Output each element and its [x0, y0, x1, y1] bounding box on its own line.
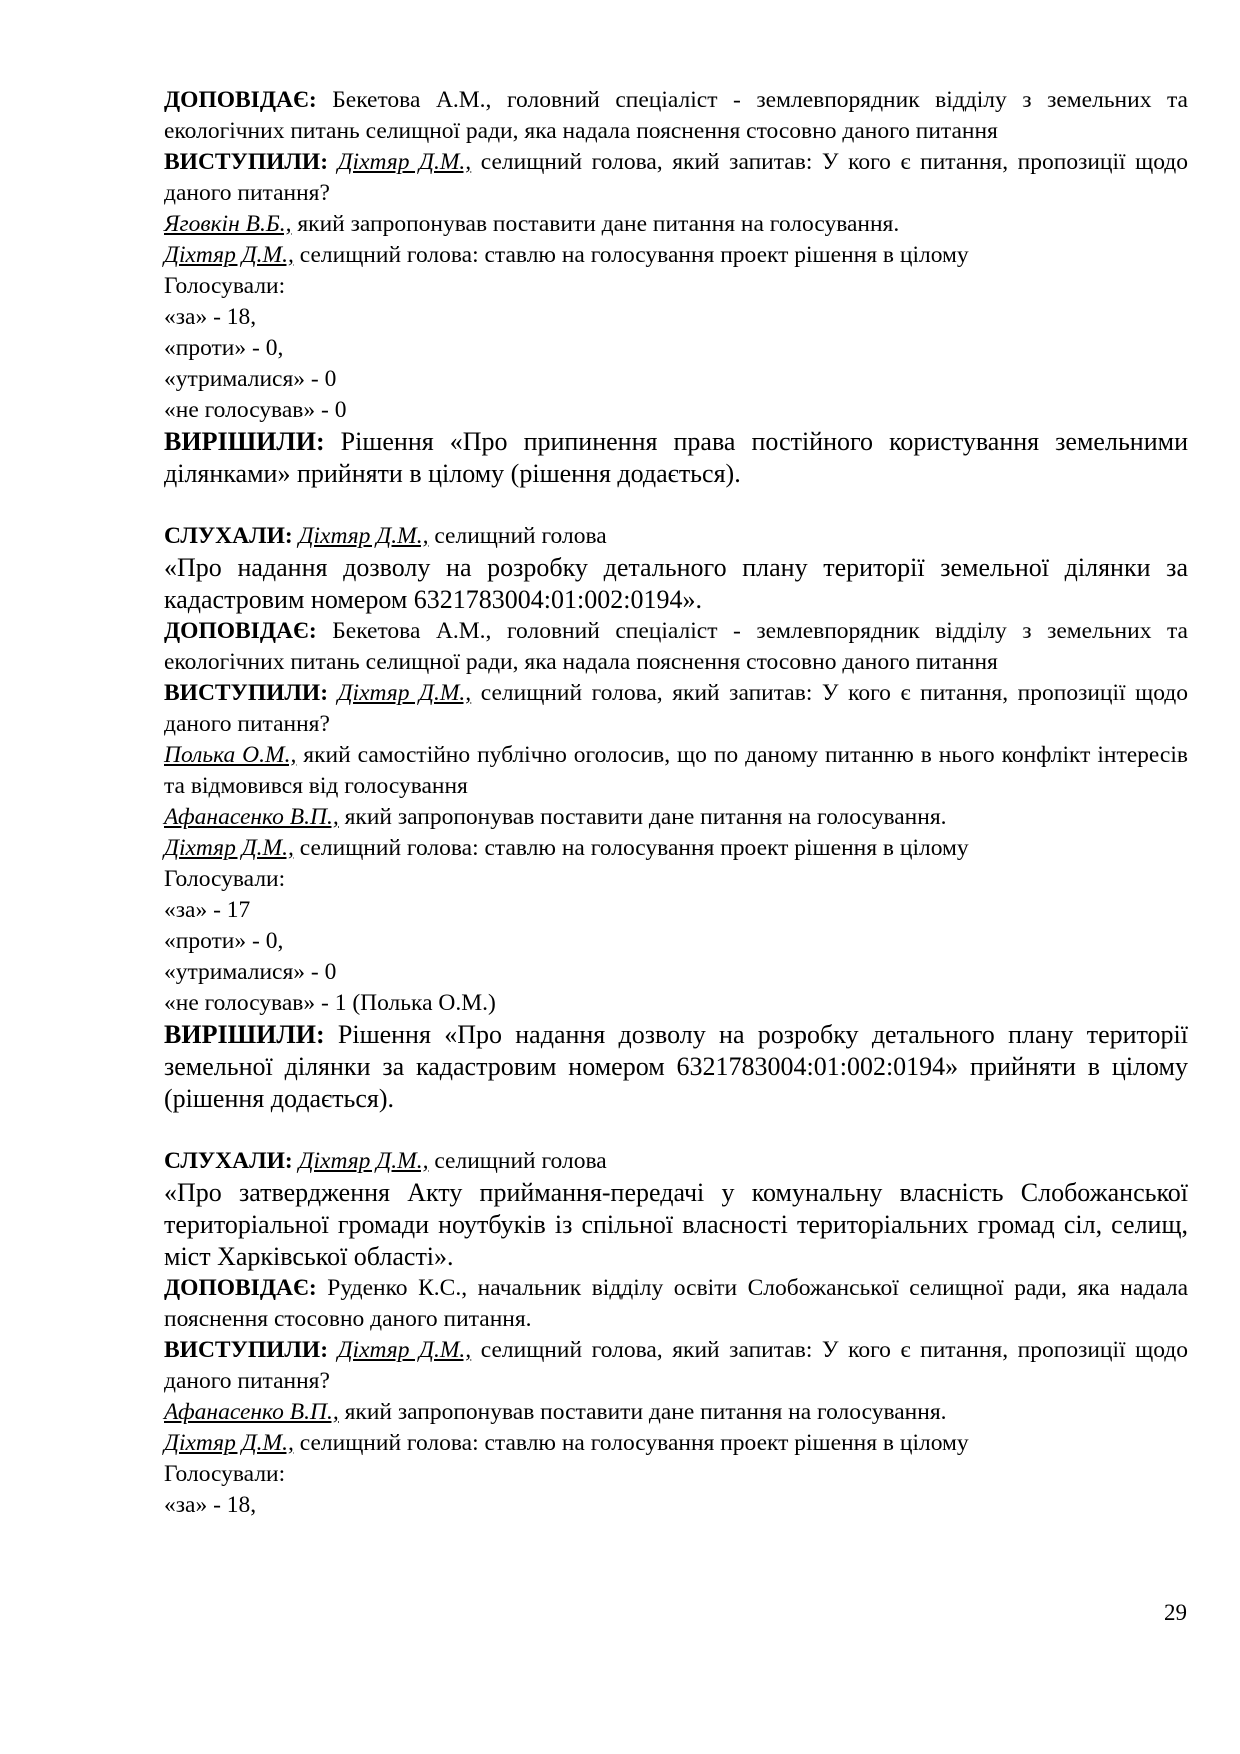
voting-heading: Голосували:	[164, 273, 286, 299]
page-number: 29	[1164, 1600, 1187, 1625]
speakers-label: ВИСТУПИЛИ:	[164, 680, 329, 706]
decision-label: ВИРІШИЛИ:	[164, 1020, 325, 1049]
agenda-title: «Про надання дозволу на розробку детального плану території земельної ділянки за кадастровим номером 6321783004:01:002:0194».	[164, 553, 1188, 614]
heard-paragraph	[164, 1146, 1188, 1177]
reporter-label: ДОПОВІДАЄ:	[164, 1275, 317, 1301]
speaker-text: селищний голова, який запитав: У кого є питання, пропозиції щодо даного питання?	[164, 680, 1189, 737]
decision-paragraph	[164, 426, 1188, 490]
decision-text: Рішення «Про припинення права постійного користування земельними ділянками» прийняти в цілому (рішення додається).	[164, 427, 1188, 488]
proposal-text: який запропонував поставити дане питання на голосування.	[338, 1399, 947, 1425]
reporter-text: Руденко К.С., начальник відділу освіти Слобожанської селищної ради, яка надала пояснення стосовно даного питання.	[164, 1275, 1188, 1332]
speakers-paragraph	[164, 147, 1188, 209]
vote-for: «за» - 18,	[164, 304, 257, 330]
speaker-name: Діхтяр Д.М.,	[164, 835, 294, 861]
reporter-text: Бекетова А.М., головний спеціаліст - землевпорядник відділу з земельних та екологічних питань селищної ради, яка надала пояснення стосовно даного питання	[164, 87, 1188, 144]
speaker-name: Полька О.М.,	[164, 742, 297, 768]
section-gap	[164, 1115, 1188, 1146]
vote-against: «проти» - 0,	[164, 335, 284, 361]
proposal-paragraph	[164, 1428, 1188, 1459]
vote-not-voted: «не голосував» - 1 (Полька О.М.)	[164, 990, 496, 1016]
heard-paragraph	[164, 521, 1188, 552]
proposal-paragraph	[164, 209, 1188, 240]
conflict-paragraph	[164, 740, 1188, 802]
heard-label: СЛУХАЛИ:	[164, 1148, 293, 1174]
vote-for: «за» - 17	[164, 897, 251, 923]
speaker-name: Афанасенко В.П.,	[164, 1399, 339, 1425]
speakers-paragraph	[164, 678, 1188, 740]
reporter-paragraph	[164, 616, 1188, 678]
voting-heading: Голосували:	[164, 1461, 286, 1487]
vote-not-voted: «не голосував» - 0	[164, 397, 347, 423]
proposal-paragraph	[164, 1397, 1188, 1428]
reporter-label: ДОПОВІДАЄ:	[164, 87, 317, 113]
reporter-paragraph	[164, 1273, 1188, 1335]
speaker-name: Афанасенко В.П.,	[164, 804, 339, 830]
speaker-name: Діхтяр Д.М.,	[298, 523, 429, 549]
speakers-label: ВИСТУПИЛИ:	[164, 149, 329, 175]
agenda-title: «Про затвердження Акту приймання-передачі у комунальну власність Слобожанської територіальної громади ноутбуків із спільної власності територіальних громад сіл, селищ, міст Харківської області».	[164, 1178, 1188, 1271]
heard-label: СЛУХАЛИ:	[164, 523, 293, 549]
decision-text: Рішення «Про надання дозволу на розробку детального плану території земельної ділянки за кадастровим номером 6321783004:01:002:0194» прийняти в цілому (рішення додається).	[164, 1020, 1188, 1113]
speaker-text: селищний голова, який запитав: У кого є питання, пропозиції щодо даного питання?	[164, 1337, 1189, 1394]
vote-abstained: «утрималися» - 0	[164, 959, 337, 985]
reporter-label: ДОПОВІДАЄ:	[164, 618, 317, 644]
proposal-text: селищний голова: ставлю на голосування проект рішення в цілому	[293, 835, 969, 861]
speaker-name: Діхтяр Д.М.,	[164, 242, 294, 268]
decision-label: ВИРІШИЛИ:	[164, 427, 325, 456]
document-page	[164, 85, 1188, 1521]
proposal-paragraph	[164, 802, 1188, 833]
conflict-text: який самостійно публічно оголосив, що по даному питанню в нього конфлікт інтересів та відмовився від голосування	[164, 742, 1188, 799]
decision-paragraph	[164, 1019, 1188, 1115]
reporter-paragraph	[164, 85, 1188, 147]
section-gap	[164, 490, 1188, 521]
speaker-name: Діхтяр Д.М.,	[298, 1148, 429, 1174]
proposal-paragraph	[164, 833, 1188, 864]
speaker-name: Яговкін В.Б.,	[164, 211, 292, 237]
speaker-name: Діхтяр Д.М.,	[337, 1337, 472, 1363]
heard-text: селищний голова	[428, 523, 607, 549]
vote-abstained: «утрималися» - 0	[164, 366, 337, 392]
proposal-paragraph	[164, 240, 1188, 271]
vote-for: «за» - 18,	[164, 1492, 257, 1518]
speakers-paragraph	[164, 1335, 1188, 1397]
speaker-name: Діхтяр Д.М.,	[337, 680, 472, 706]
proposal-text: селищний голова: ставлю на голосування проект рішення в цілому	[293, 1430, 969, 1456]
speaker-name: Діхтяр Д.М.,	[164, 1430, 294, 1456]
proposal-text: селищний голова: ставлю на голосування проект рішення в цілому	[293, 242, 969, 268]
speakers-label: ВИСТУПИЛИ:	[164, 1337, 329, 1363]
heard-text: селищний голова	[428, 1148, 607, 1174]
proposal-text: який запропонував поставити дане питання на голосування.	[291, 211, 900, 237]
voting-heading: Голосували:	[164, 866, 286, 892]
reporter-text: Бекетова А.М., головний спеціаліст - землевпорядник відділу з земельних та екологічних питань селищної ради, яка надала пояснення стосовно даного питання	[164, 618, 1188, 675]
vote-against: «проти» - 0,	[164, 928, 284, 954]
proposal-text: який запропонував поставити дане питання на голосування.	[338, 804, 947, 830]
speaker-name: Діхтяр Д.М.,	[337, 149, 472, 175]
speaker-text: селищний голова, який запитав: У кого є питання, пропозиції щодо даного питання?	[164, 149, 1189, 206]
